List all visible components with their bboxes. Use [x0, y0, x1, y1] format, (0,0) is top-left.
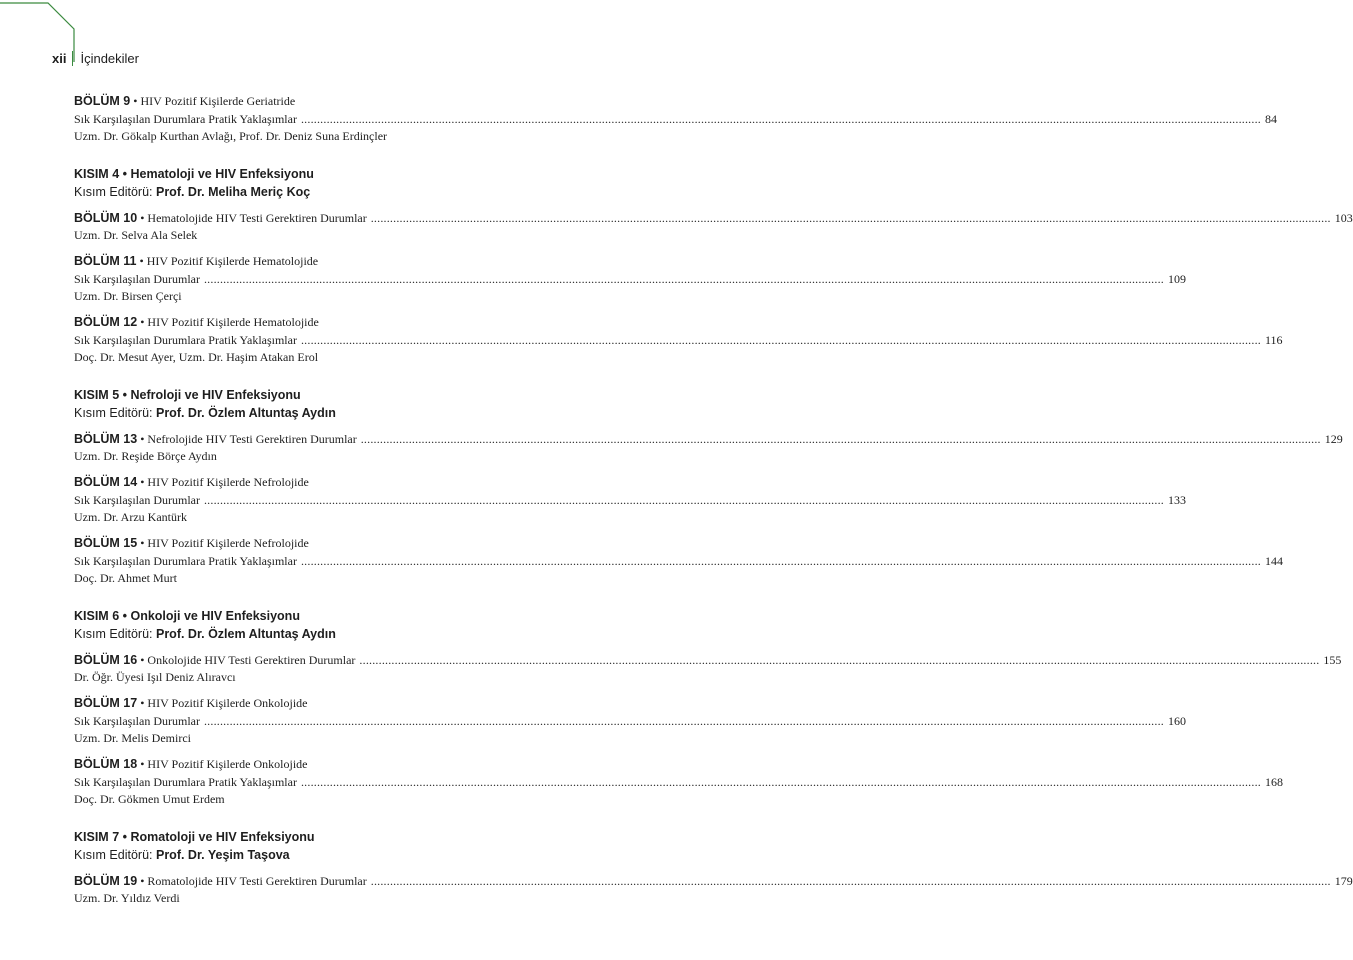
chapter-title-row: BÖLÜM 11 • HIV Pozitif Kişilerde Hematolojide [74, 254, 319, 268]
part-editor [74, 846, 531, 864]
chapter-title-row: BÖLÜM 13 • Nefrolojide HIV Testi Gerektiren Durumlar ............................................................................................................................................................................................................................................................................................................ 129 [74, 432, 1343, 446]
part-title: KISIM 5 • Nefroloji ve HIV Enfeksiyonu [74, 388, 301, 402]
chapter-label: BÖLÜM 17 [74, 696, 138, 710]
section-gap [74, 595, 531, 607]
chapter-title-line: Onkolojide HIV Testi Gerektiren Durumlar [147, 653, 356, 667]
editor-name: Prof. Dr. Özlem Altuntaş Aydın [155, 406, 336, 420]
chapter-label: BÖLÜM 14 [74, 475, 138, 489]
chapter-title-row [74, 331, 1283, 349]
part-editor [74, 404, 531, 422]
chapter-authors: Doç. Dr. Ahmet Murt [74, 571, 177, 585]
chapter-title-line: HIV Pozitif Kişilerde Onkolojide [147, 696, 308, 710]
chapter-entry[interactable] [74, 92, 1277, 145]
chapter-label: BÖLÜM 18 [74, 757, 138, 771]
chapter-authors: Doç. Dr. Mesut Ayer, Uzm. Dr. Haşim Atakan Erol [74, 350, 319, 364]
chapter-title-line: HIV Pozitif Kişilerde Nefrolojide [147, 475, 309, 489]
chapter-authors: Uzm. Dr. Reşide Börçe Aydın [74, 449, 217, 463]
chapter-title-line: Nefrolojide HIV Testi Gerektiren Durumlar [147, 432, 357, 446]
chapter-title-row: BÖLÜM 16 • Onkolojide HIV Testi Gerektiren Durumlar ............................................................................................................................................................................................................................................................................................................ 155 [74, 653, 1342, 667]
chapter-title-line: HIV Pozitif Kişilerde Nefrolojide [147, 536, 309, 550]
chapter-entry[interactable] [74, 209, 1353, 244]
chapter-entry[interactable] [74, 252, 1186, 305]
chapter-page-number[interactable]: 144 [1264, 554, 1283, 568]
chapter-authors: Uzm. Dr. Arzu Kantürk [74, 510, 187, 524]
chapter-authors: Uzm. Dr. Melis Demirci [74, 731, 191, 745]
chapter-title-row [74, 110, 1277, 128]
chapter-authors: Doç. Dr. Gökmen Umut Erdem [74, 792, 225, 806]
editor-name: Prof. Dr. Özlem Altuntaş Aydın [155, 627, 336, 641]
editor-label: Kısım Editörü: [74, 848, 153, 862]
chapter-authors: Uzm. Dr. Gökalp Kurthan Avlağı, Prof. Dr. Deniz Suna Erdinçler [74, 129, 388, 143]
chapter-label: BÖLÜM 15 [74, 536, 138, 550]
editor-label: Kısım Editörü: [74, 185, 153, 199]
leader-dots: ............................................................................................................................................................................................................................................................................................................ [360, 432, 1321, 446]
leader-dots: ............................................................................................................................................................................................................................................................................................................ [203, 272, 1164, 286]
chapter-title-line: Romatolojide HIV Testi Gerektiren Durumlar [147, 874, 367, 888]
chapter-label: BÖLÜM 16 [74, 653, 138, 667]
chapter-page-number[interactable]: 103 [1334, 211, 1353, 225]
chapter-title-line: Hematolojide HIV Testi Gerektiren Durumlar [147, 211, 367, 225]
part-editor [74, 625, 531, 643]
chapter-label: BÖLÜM 13 [74, 432, 138, 446]
chapter-label: BÖLÜM 11 [74, 254, 137, 268]
chapter-authors: Uzm. Dr. Birsen Çerçi [74, 289, 182, 303]
chapter-entry[interactable] [74, 430, 1343, 465]
leader-dots: ............................................................................................................................................................................................................................................................................................................ [370, 874, 1331, 888]
chapter-title-row: BÖLÜM 12 • HIV Pozitif Kişilerde Hematolojide [74, 315, 319, 329]
chapter-entry[interactable] [74, 473, 1186, 526]
running-header [52, 51, 139, 66]
chapter-title-row: BÖLÜM 15 • HIV Pozitif Kişilerde Nefrolojide [74, 536, 309, 550]
leader-dots: ............................................................................................................................................................................................................................................................................................................ [300, 775, 1261, 789]
leader-dots: ............................................................................................................................................................................................................................................................................................................ [300, 333, 1261, 347]
chapter-title-row [74, 491, 1186, 509]
part-heading [74, 607, 531, 643]
chapter-title-row [74, 773, 1283, 791]
section-gap [74, 153, 531, 165]
chapter-title-row: BÖLÜM 9 • HIV Pozitif Kişilerde Geriatride [74, 94, 296, 108]
chapter-entry[interactable] [74, 755, 1283, 808]
chapter-page-number[interactable]: 84 [1264, 112, 1277, 126]
chapter-label: BÖLÜM 9 [74, 94, 131, 108]
chapter-page-number[interactable]: 179 [1334, 874, 1353, 888]
chapter-title-line: Sık Karşılaşılan Durumlara Pratik Yaklaşımlar [74, 554, 297, 568]
chapter-title-line: HIV Pozitif Kişilerde Hematolojide [147, 315, 319, 329]
part-heading [74, 828, 531, 864]
chapter-title-line: Sık Karşılaşılan Durumlar [74, 714, 200, 728]
chapter-label: BÖLÜM 12 [74, 315, 138, 329]
chapter-title-line: Sık Karşılaşılan Durumlar [74, 493, 200, 507]
chapter-title-line: HIV Pozitif Kişilerde Hematolojide [146, 254, 319, 268]
chapter-title-line: HIV Pozitif Kişilerde Onkolojide [147, 757, 308, 771]
section-gap [74, 816, 531, 828]
part-title: KISIM 4 • Hematoloji ve HIV Enfeksiyonu [74, 167, 314, 181]
part-editor [74, 183, 531, 201]
chapter-entry[interactable] [74, 313, 1283, 366]
chapter-entry[interactable] [74, 694, 1186, 747]
chapter-title-line: Sık Karşılaşılan Durumlar [74, 272, 200, 286]
chapter-page-number[interactable]: 155 [1323, 653, 1342, 667]
chapter-title-row [74, 712, 1186, 730]
editor-name: Prof. Dr. Yeşim Taşova [155, 848, 290, 862]
chapter-title-row [74, 552, 1283, 570]
part-heading [74, 165, 531, 201]
chapter-title-row: BÖLÜM 19 • Romatolojide HIV Testi Gerektiren Durumlar ............................................................................................................................................................................................................................................................................................................ 179 [74, 874, 1353, 888]
chapter-title-row: BÖLÜM 10 • Hematolojide HIV Testi Gerektiren Durumlar ............................................................................................................................................................................................................................................................................................................ 103 [74, 211, 1353, 225]
chapter-page-number[interactable]: 109 [1167, 272, 1186, 286]
leader-dots: ............................................................................................................................................................................................................................................................................................................ [359, 653, 1320, 667]
chapter-title-row: BÖLÜM 14 • HIV Pozitif Kişilerde Nefrolojide [74, 475, 309, 489]
chapter-page-number[interactable]: 116 [1264, 333, 1283, 347]
chapter-title-row [74, 270, 1186, 288]
editor-name: Prof. Dr. Meliha Meriç Koç [155, 185, 311, 199]
chapter-entry[interactable] [74, 651, 1342, 686]
chapter-page-number[interactable]: 168 [1264, 775, 1283, 789]
chapter-page-number[interactable]: 133 [1167, 493, 1186, 507]
leader-dots: ............................................................................................................................................................................................................................................................................................................ [370, 211, 1331, 225]
chapter-title-row: BÖLÜM 18 • HIV Pozitif Kişilerde Onkolojide [74, 757, 308, 771]
chapter-label: BÖLÜM 19 [74, 874, 138, 888]
chapter-title-line: Sık Karşılaşılan Durumlara Pratik Yaklaşımlar [74, 775, 297, 789]
leader-dots: ............................................................................................................................................................................................................................................................................................................ [203, 493, 1164, 507]
chapter-authors: Uzm. Dr. Yıldız Verdi [74, 891, 180, 905]
leader-dots: ............................................................................................................................................................................................................................................................................................................ [203, 714, 1164, 728]
editor-label: Kısım Editörü: [74, 406, 153, 420]
chapter-entry[interactable] [74, 534, 1283, 587]
chapter-title-line: HIV Pozitif Kişilerde Geriatride [140, 94, 296, 108]
part-heading [74, 386, 531, 422]
header-divider [72, 51, 73, 66]
chapter-page-number[interactable]: 129 [1324, 432, 1343, 446]
page-number: xii [52, 51, 67, 66]
leader-dots: ............................................................................................................................................................................................................................................................................................................ [300, 554, 1261, 568]
chapter-page-number[interactable]: 160 [1167, 714, 1186, 728]
chapter-authors: Uzm. Dr. Selva Ala Selek [74, 228, 198, 242]
chapter-title-line: Sık Karşılaşılan Durumlara Pratik Yaklaşımlar [74, 333, 297, 347]
chapter-title-line: Sık Karşılaşılan Durumlara Pratik Yaklaşımlar [74, 112, 297, 126]
editor-label: Kısım Editörü: [74, 627, 153, 641]
page-title: İçindekiler [80, 51, 139, 66]
chapter-title-row: BÖLÜM 17 • HIV Pozitif Kişilerde Onkolojide [74, 696, 308, 710]
part-title: KISIM 7 • Romatoloji ve HIV Enfeksiyonu [74, 830, 315, 844]
chapter-authors: Dr. Öğr. Üyesi Işıl Deniz Alıravcı [74, 670, 236, 684]
table-of-contents [74, 92, 1353, 915]
chapter-entry[interactable] [74, 872, 1353, 907]
chapter-label: BÖLÜM 10 [74, 211, 138, 225]
leader-dots: ............................................................................................................................................................................................................................................................................................................ [300, 112, 1261, 126]
part-title: KISIM 6 • Onkoloji ve HIV Enfeksiyonu [74, 609, 300, 623]
section-gap [74, 374, 531, 386]
